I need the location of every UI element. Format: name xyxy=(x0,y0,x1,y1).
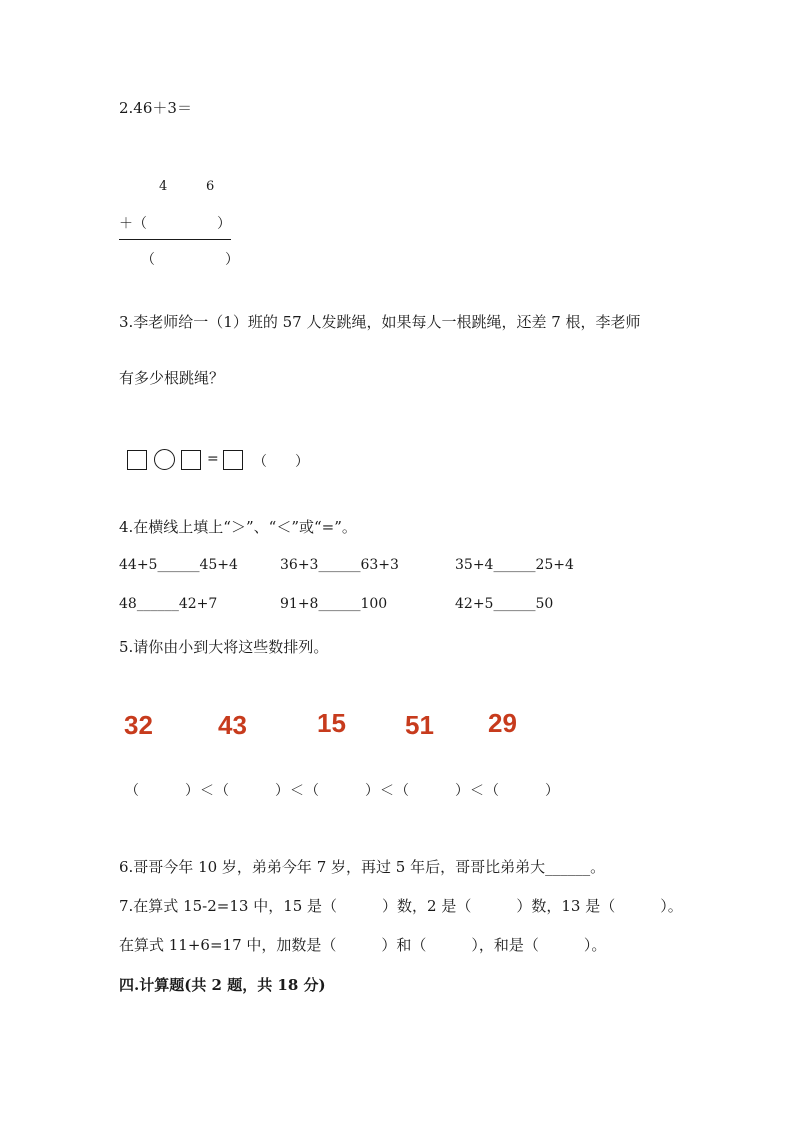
compare-item: 35+4______25+4 xyxy=(455,557,574,573)
vertical-digit-ones: 6 xyxy=(206,179,215,194)
q2-title: 2.46＋3＝ xyxy=(119,99,192,117)
q4-title: 4.在横线上填上“＞”、“＜”或“=”。 xyxy=(119,518,357,536)
vertical-result-row: （ ） xyxy=(141,252,239,268)
compare-item: 36+3______63+3 xyxy=(280,557,399,573)
compare-item: 91+8______100 xyxy=(280,596,388,612)
sort-number: 29 xyxy=(488,708,517,738)
sort-number: 43 xyxy=(218,710,247,740)
answer-box-3[interactable] xyxy=(223,450,243,470)
operator-circle[interactable] xyxy=(154,449,175,470)
q6-text: 6.哥哥今年 10 岁，弟弟今年 7 岁，再过 5 年后，哥哥比弟弟大______。 xyxy=(119,858,606,876)
q7-line2: 在算式 11+6=17 中，加数是（ ）和（ ），和是（ ）。 xyxy=(119,936,607,954)
equals-sign: = xyxy=(207,451,219,467)
vertical-add-row: ＋（ ） xyxy=(119,216,231,232)
section-heading: 四.计算题(共 2 题，共 18 分) xyxy=(119,976,326,994)
sort-number: 51 xyxy=(405,710,434,740)
vertical-digit-tens: 4 xyxy=(159,179,168,194)
sort-number: 15 xyxy=(317,708,346,738)
q5-title: 5.请你由小到大将这些数排列。 xyxy=(119,638,329,656)
compare-item: 48______42+7 xyxy=(119,596,218,612)
sort-number: 32 xyxy=(124,710,153,740)
unit-answer-parens: （ ） xyxy=(253,454,309,470)
compare-item: 42+5______50 xyxy=(455,596,554,612)
q3-line2: 有多少根跳绳？ xyxy=(119,369,225,387)
answer-box-2[interactable] xyxy=(181,450,201,470)
answer-box-1[interactable] xyxy=(127,450,147,470)
q7-line1: 7.在算式 15-2=13 中，15 是（ ）数，2 是（ ）数，13 是（ ）。 xyxy=(119,897,683,915)
q3-line1: 3.李老师给一（1）班的 57 人发跳绳，如果每人一根跳绳，还差 7 根，李老师 xyxy=(119,313,641,331)
vertical-divider-line xyxy=(119,239,231,240)
order-answer-line: （ ）＜（ ）＜（ ）＜（ ）＜（ ） xyxy=(125,783,560,799)
compare-item: 44+5______45+4 xyxy=(119,557,238,573)
